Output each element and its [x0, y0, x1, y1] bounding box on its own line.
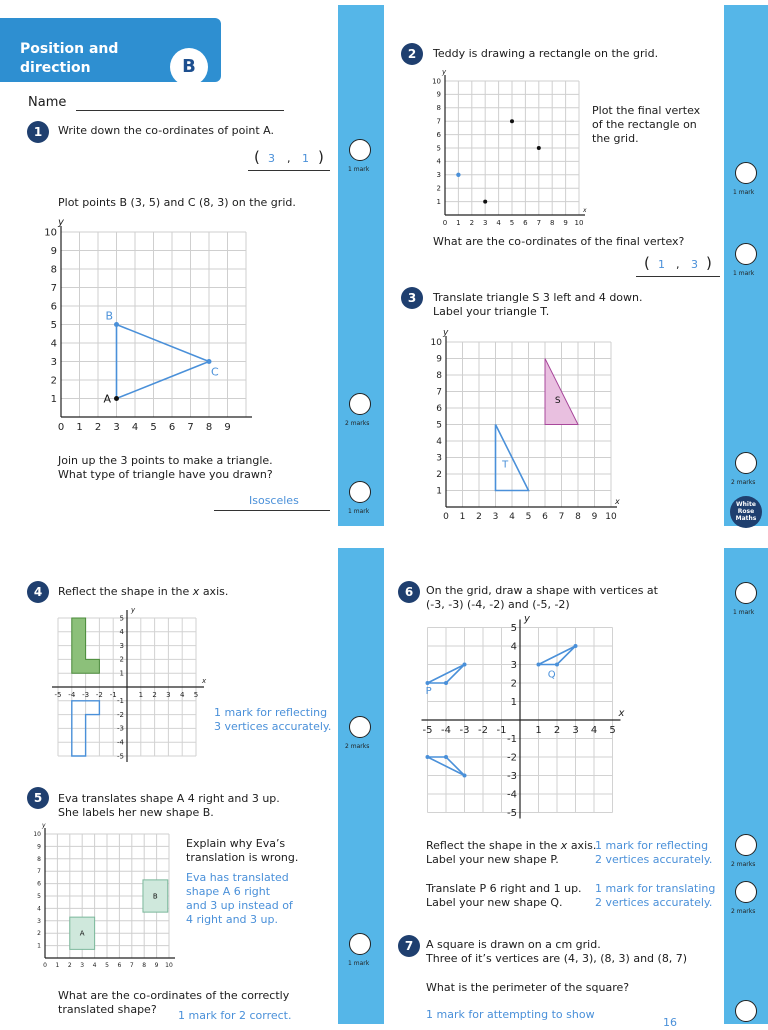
- x-tick-label: 9: [154, 962, 159, 969]
- y-tick-label: 2: [37, 930, 41, 938]
- x-tick-label: -3: [82, 691, 90, 699]
- y-tick-label: -1: [507, 733, 517, 745]
- y-tick-label: 5: [510, 622, 517, 634]
- q6-reflect-mark-label: 2 marks: [731, 861, 756, 868]
- q5-answer-line1: Eva has translated: [186, 871, 289, 884]
- y-axis-label: y: [442, 68, 447, 76]
- q6-translate-line2: Label your new shape Q.: [426, 896, 563, 909]
- q6-translate-mark-circle[interactable]: [735, 881, 757, 903]
- q5-question-line1: What are the co-ordinates of the correctly: [58, 989, 290, 1002]
- q6-translate-line1: Translate P 6 right and 1 up.: [426, 882, 582, 895]
- y-tick-label: 5: [50, 319, 57, 331]
- y-tick-label: 6: [436, 130, 441, 139]
- x-tick-label: 2: [152, 691, 157, 699]
- x-tick-label: 8: [142, 962, 147, 969]
- y-tick-label: 2: [119, 655, 124, 664]
- y-tick-label: 3: [119, 641, 124, 650]
- x-tick-label: 4: [590, 725, 598, 736]
- x-tick-label: 8: [549, 219, 555, 227]
- y-tick-label: 7: [436, 117, 441, 126]
- x-tick-label: 5: [150, 422, 157, 433]
- y-tick-label: 8: [37, 855, 41, 863]
- q2-question: What are the co-ordinates of the final vertex?: [433, 235, 685, 248]
- question-number-3: 3: [401, 287, 423, 309]
- question-number-4: 4: [27, 581, 49, 603]
- q6-mark-circle[interactable]: [735, 582, 757, 604]
- level-badge: B: [170, 48, 208, 86]
- given-vertex: [483, 200, 487, 204]
- label-s: S: [554, 396, 561, 407]
- q3-grid[interactable]: [430, 322, 630, 522]
- x-tick-label: 6: [542, 512, 548, 522]
- y-tick-label: 2: [510, 678, 517, 690]
- q2-close-bracket: ): [706, 254, 712, 272]
- y-tick-label: 1: [50, 393, 57, 405]
- q5-mark-circle[interactable]: [349, 933, 371, 955]
- y-tick-label: 10: [44, 227, 57, 239]
- q6-reflect-feedback1: 1 mark for reflecting: [595, 839, 709, 852]
- q6-prompt-line2: (-3, -3) (-4, -2) and (-5, -2): [426, 598, 570, 611]
- label-b: B: [105, 309, 114, 323]
- x-tick-label: 4: [179, 691, 185, 699]
- x-tick-label: 0: [57, 422, 65, 433]
- label-b: B: [152, 892, 158, 901]
- y-tick-label: 1: [436, 197, 441, 206]
- x-tick-label: -3: [459, 725, 470, 736]
- q1-type-prompt: What type of triangle have you drawn?: [58, 468, 273, 481]
- x-tick-label: 1: [459, 512, 466, 522]
- question-number-5: 5: [27, 787, 49, 809]
- q4-prompt: [58, 585, 228, 599]
- y-tick-label: 2: [436, 184, 441, 193]
- y-tick-label: 3: [50, 356, 57, 368]
- x-tick-label: -2: [478, 725, 488, 736]
- x-tick-label: 0: [43, 962, 47, 969]
- point-a: [114, 396, 119, 401]
- y-tick-label: 9: [37, 843, 41, 851]
- x-tick-label: 7: [558, 512, 565, 522]
- x-tick-label: 3: [113, 422, 120, 433]
- q1-type-line[interactable]: [214, 510, 330, 511]
- y-tick-label: 8: [436, 104, 441, 113]
- q6-reflect-line2: Label your new shape P.: [426, 853, 559, 866]
- x-tick-label: -4: [68, 691, 76, 699]
- y-tick-label: 5: [119, 614, 124, 623]
- y-axis-label: y: [131, 606, 136, 614]
- x-tick-label: 9: [563, 219, 568, 227]
- point-c: [207, 359, 212, 364]
- q5-answer-line4: 4 right and 3 up.: [186, 913, 278, 926]
- x-tick-label: 3: [572, 725, 579, 736]
- x-tick-label: 6: [117, 962, 122, 969]
- x-tick-label: 10: [165, 962, 173, 969]
- y-tick-label: 4: [436, 437, 442, 447]
- q4-feedback-line2: 3 vertices accurately.: [214, 720, 332, 733]
- vertex-dot: [444, 681, 448, 685]
- x-tick-label: 5: [509, 219, 515, 227]
- y-tick-label: 10: [432, 77, 441, 86]
- x-tick-label: 8: [575, 512, 581, 522]
- q7-partial-answer: 16: [663, 1016, 677, 1029]
- q5-prompt-line2: She labels her new shape B.: [58, 806, 214, 819]
- x-tick-label: -5: [54, 691, 62, 699]
- q2-answer-y: 3: [691, 258, 698, 271]
- q5-explain-line1: Explain why Eva’s: [186, 837, 286, 850]
- question-number-2: 2: [401, 43, 423, 65]
- q4-mark-label: 2 marks: [345, 743, 370, 750]
- q2-answer-x: 1: [658, 258, 665, 271]
- question-number-1: 1: [27, 121, 49, 143]
- given-vertex: [510, 119, 514, 123]
- q4-grid[interactable]: [50, 600, 215, 770]
- q1-type-mark-label: 1 mark: [348, 508, 370, 515]
- point-b: [114, 322, 119, 327]
- vertex-dot: [463, 774, 467, 778]
- y-axis-label: y: [524, 613, 530, 625]
- x-tick-label: 2: [94, 422, 102, 433]
- question-number-7: 7: [398, 935, 420, 957]
- y-tick-label: 5: [37, 893, 41, 900]
- white-rose-maths-logo: [729, 495, 763, 529]
- q4-axis-word: x: [192, 585, 200, 598]
- y-tick-label: 5: [436, 420, 442, 431]
- label-q: Q: [547, 669, 556, 681]
- q3-prompt-line1: Translate triangle S 3 left and 4 down.: [433, 291, 643, 304]
- x-tick-label: 4: [131, 422, 139, 433]
- margin-strip-left-top: [338, 5, 384, 526]
- q1-answer-line[interactable]: [248, 170, 330, 171]
- x-tick-label: 5: [609, 725, 616, 736]
- y-tick-label: 4: [119, 628, 124, 637]
- q6-reflect-suffix: axis.: [570, 839, 597, 852]
- q5-explain-line2: translation is wrong.: [186, 851, 299, 864]
- x-tick-label: 1: [456, 219, 461, 227]
- q2-mark-label: 1 mark: [733, 189, 755, 196]
- q7-mark-circle[interactable]: [735, 1000, 757, 1022]
- label-p: P: [425, 686, 432, 698]
- q2-open-bracket: (: [644, 254, 650, 272]
- q2-grid[interactable]: [428, 70, 588, 228]
- y-tick-label: 7: [50, 282, 57, 294]
- y-tick-label: 6: [436, 404, 442, 414]
- name-line[interactable]: [76, 110, 284, 111]
- x-tick-label: 1: [535, 725, 542, 736]
- y-tick-label: 8: [50, 264, 57, 276]
- x-tick-label: -2: [95, 691, 103, 699]
- y-tick-label: -2: [117, 710, 124, 719]
- y-tick-label: 4: [37, 905, 41, 913]
- q3-prompt-line2: Label your triangle T.: [433, 305, 550, 318]
- q5-question-line2: translated shape?: [58, 1003, 157, 1016]
- y-tick-label: 4: [50, 338, 57, 350]
- x-tick-label: 9: [224, 422, 231, 433]
- x-tick-label: 2: [67, 962, 72, 969]
- y-tick-label: 2: [436, 470, 442, 480]
- x-tick-label: 7: [536, 219, 542, 227]
- x-tick-label: 9: [591, 512, 598, 522]
- x-tick-label: 5: [193, 691, 199, 699]
- x-tick-label: 6: [168, 422, 176, 433]
- final-vertex: [456, 173, 460, 177]
- y-tick-label: -5: [507, 807, 517, 819]
- vertex-dot: [426, 755, 430, 759]
- vertex-dot: [574, 644, 578, 648]
- q4-prompt-text: Reflect the shape in the: [58, 585, 190, 598]
- y-tick-label: -5: [117, 752, 124, 761]
- logo-line2: Rose: [737, 508, 755, 515]
- x-tick-label: 3: [482, 219, 488, 227]
- q7-question: What is the perimeter of the square?: [426, 981, 630, 994]
- y-tick-label: 1: [37, 942, 41, 950]
- y-tick-label: -3: [117, 724, 124, 733]
- x-tick-label: 10: [605, 512, 617, 522]
- x-tick-label: 3: [80, 962, 85, 969]
- q1-prompt: Write down the co-ordinates of point A.: [58, 124, 275, 137]
- y-tick-label: -3: [507, 770, 517, 782]
- x-tick-label: -1: [496, 725, 507, 736]
- q4-feedback-line1: 1 mark for reflecting: [214, 706, 328, 719]
- y-tick-label: -1: [117, 697, 124, 706]
- y-tick-label: 3: [510, 659, 517, 671]
- vertex-dot: [426, 681, 430, 685]
- q3-mark-circle[interactable]: [735, 452, 757, 474]
- y-tick-label: -4: [117, 738, 124, 747]
- x-tick-label: 2: [476, 512, 482, 522]
- q1-plot-prompt: Plot points B (3, 5) and C (8, 3) on the grid.: [58, 196, 296, 209]
- y-tick-label: 1: [510, 696, 517, 708]
- x-axis-label: x: [583, 207, 587, 214]
- vertex-dot: [537, 663, 541, 667]
- page-title: Position and direction: [20, 41, 119, 76]
- y-tick-label: 1: [436, 486, 442, 497]
- vertex-dot: [555, 663, 559, 667]
- logo-line3: Maths: [735, 515, 757, 522]
- q5-prompt-line1: Eva translates shape A 4 right and 3 up.: [58, 792, 280, 805]
- q1-mark-label: 1 mark: [348, 166, 370, 173]
- q1-plot-mark-circle[interactable]: [349, 393, 371, 415]
- x-tick-label: 3: [166, 691, 171, 699]
- q1-comma: ,: [287, 152, 291, 165]
- name-label: Name: [28, 95, 67, 110]
- vertex-dot: [463, 663, 467, 667]
- y-tick-label: 6: [50, 301, 57, 313]
- x-tick-label: 5: [105, 962, 109, 969]
- q5-mark-label: 1 mark: [348, 960, 370, 967]
- q1-mark-circle[interactable]: [349, 139, 371, 161]
- q2-answer-line[interactable]: [636, 276, 720, 277]
- y-tick-label: 6: [37, 880, 41, 888]
- q7-feedback: 1 mark for attempting to show: [426, 1008, 595, 1021]
- x-tick-label: 0: [443, 512, 449, 522]
- q5-feedback: 1 mark for 2 correct.: [178, 1009, 292, 1022]
- title-banner: [0, 18, 221, 82]
- q2-prompt: Teddy is drawing a rectangle on the grid.: [433, 47, 659, 60]
- x-tick-label: 7: [129, 962, 134, 969]
- vertex-dot: [444, 755, 448, 759]
- y-tick-label: 3: [436, 453, 442, 464]
- y-tick-label: 1: [119, 669, 124, 678]
- q3-mark-label: 2 marks: [731, 479, 756, 486]
- y-tick-label: 7: [436, 387, 442, 398]
- q6-prompt-line1: On the grid, draw a shape with vertices at: [426, 584, 658, 597]
- q4-mark-circle[interactable]: [349, 716, 371, 738]
- q7-prompt-line1: A square is drawn on a cm grid.: [426, 938, 601, 951]
- q6-translate-mark-label: 2 marks: [731, 908, 756, 915]
- q2-mark-circle[interactable]: [735, 162, 757, 184]
- y-tick-label: 10: [430, 338, 442, 348]
- x-tick-label: 1: [76, 422, 83, 433]
- x-tick-label: 6: [523, 219, 528, 227]
- x-tick-label: 7: [187, 422, 194, 433]
- x-tick-label: -5: [422, 725, 433, 736]
- margin-strip-right-bottom: [724, 548, 768, 1024]
- x-tick-label: 5: [525, 512, 532, 522]
- x-tick-label: 1: [55, 962, 60, 969]
- y-tick-label: 8: [436, 371, 442, 381]
- q1-join-prompt: Join up the 3 points to make a triangle.: [58, 454, 273, 467]
- x-tick-label: 4: [496, 219, 501, 227]
- q6-reflect-mark-circle[interactable]: [735, 834, 757, 856]
- y-tick-label: 3: [37, 917, 41, 925]
- x-tick-label: -1: [109, 691, 117, 699]
- y-axis-label: y: [58, 217, 64, 228]
- x-tick-label: -4: [441, 725, 451, 736]
- y-tick-label: -4: [507, 789, 517, 801]
- q6-reflect-text: Reflect the shape in the: [426, 839, 558, 852]
- logo-line1: White: [736, 501, 756, 508]
- y-tick-label: 5: [436, 144, 441, 153]
- q1-type-mark-circle[interactable]: [349, 481, 371, 503]
- q1-answer-y: 1: [302, 152, 309, 165]
- y-tick-label: 9: [436, 90, 441, 99]
- q4-axis-suffix: axis.: [202, 585, 229, 598]
- q5-grid[interactable]: [33, 822, 181, 975]
- q1-answer-x: 3: [268, 152, 275, 165]
- q6-mark-label: 1 mark: [733, 609, 755, 616]
- y-tick-label: 2: [50, 375, 57, 387]
- q5-answer-line2: shape A 6 right: [186, 885, 271, 898]
- q2-comma: ,: [676, 258, 680, 271]
- label-c: C: [211, 365, 219, 379]
- y-axis-label: y: [443, 328, 449, 338]
- x-axis-label: x: [202, 677, 207, 685]
- question-number-6: 6: [398, 581, 420, 603]
- q6-reflect-feedback2: 2 vertices accurately.: [595, 853, 713, 866]
- q2-answer-mark-label: 1 mark: [733, 270, 755, 277]
- x-axis-label: x: [618, 708, 625, 719]
- x-tick-label: 4: [92, 962, 97, 969]
- q6-reflect-axis: x: [560, 839, 568, 852]
- x-tick-label: 2: [469, 219, 475, 227]
- given-vertex: [537, 146, 541, 150]
- x-tick-label: 10: [574, 219, 584, 227]
- y-tick-label: -2: [507, 752, 517, 764]
- q5-answer-line3: and 3 up instead of: [186, 899, 293, 912]
- y-tick-label: 3: [436, 171, 441, 180]
- x-tick-label: 2: [553, 725, 561, 736]
- label-a: A: [103, 392, 112, 406]
- x-axis-label: x: [615, 497, 620, 506]
- x-tick-label: 8: [205, 422, 213, 433]
- q6-grid[interactable]: [420, 610, 640, 825]
- margin-strip-right-top: [724, 5, 768, 526]
- y-tick-label: 9: [436, 354, 442, 365]
- q1-close-bracket: ): [318, 148, 324, 166]
- q2-instruction: Plot the final vertex of the rectangle on the grid.: [592, 104, 701, 145]
- q1-grid[interactable]: [40, 210, 260, 435]
- q6-translate-feedback1: 1 mark for translating: [595, 882, 716, 895]
- y-tick-label: 10: [33, 831, 41, 838]
- y-tick-label: 7: [37, 868, 41, 876]
- q7-prompt-line2: Three of it’s vertices are (4, 3), (8, 3) and (8, 7): [426, 952, 688, 965]
- q2-answer-mark-circle[interactable]: [735, 243, 757, 265]
- x-tick-label: 0: [442, 219, 448, 227]
- y-tick-label: 4: [436, 157, 441, 166]
- y-tick-label: 9: [50, 245, 57, 257]
- y-tick-label: 4: [510, 641, 517, 653]
- q1-plot-mark-label: 2 marks: [345, 420, 370, 427]
- x-tick-label: 3: [492, 512, 499, 522]
- label-a: A: [79, 929, 85, 938]
- q1-open-bracket: (: [254, 148, 260, 166]
- x-tick-label: 4: [509, 512, 515, 522]
- label-t: T: [502, 459, 509, 471]
- q6-reflect-line1: [426, 839, 596, 853]
- x-tick-label: 1: [138, 691, 144, 699]
- y-axis-label: y: [42, 822, 46, 829]
- q1-type-answer: Isosceles: [249, 494, 299, 507]
- q6-translate-feedback2: 2 vertices accurately.: [595, 896, 713, 909]
